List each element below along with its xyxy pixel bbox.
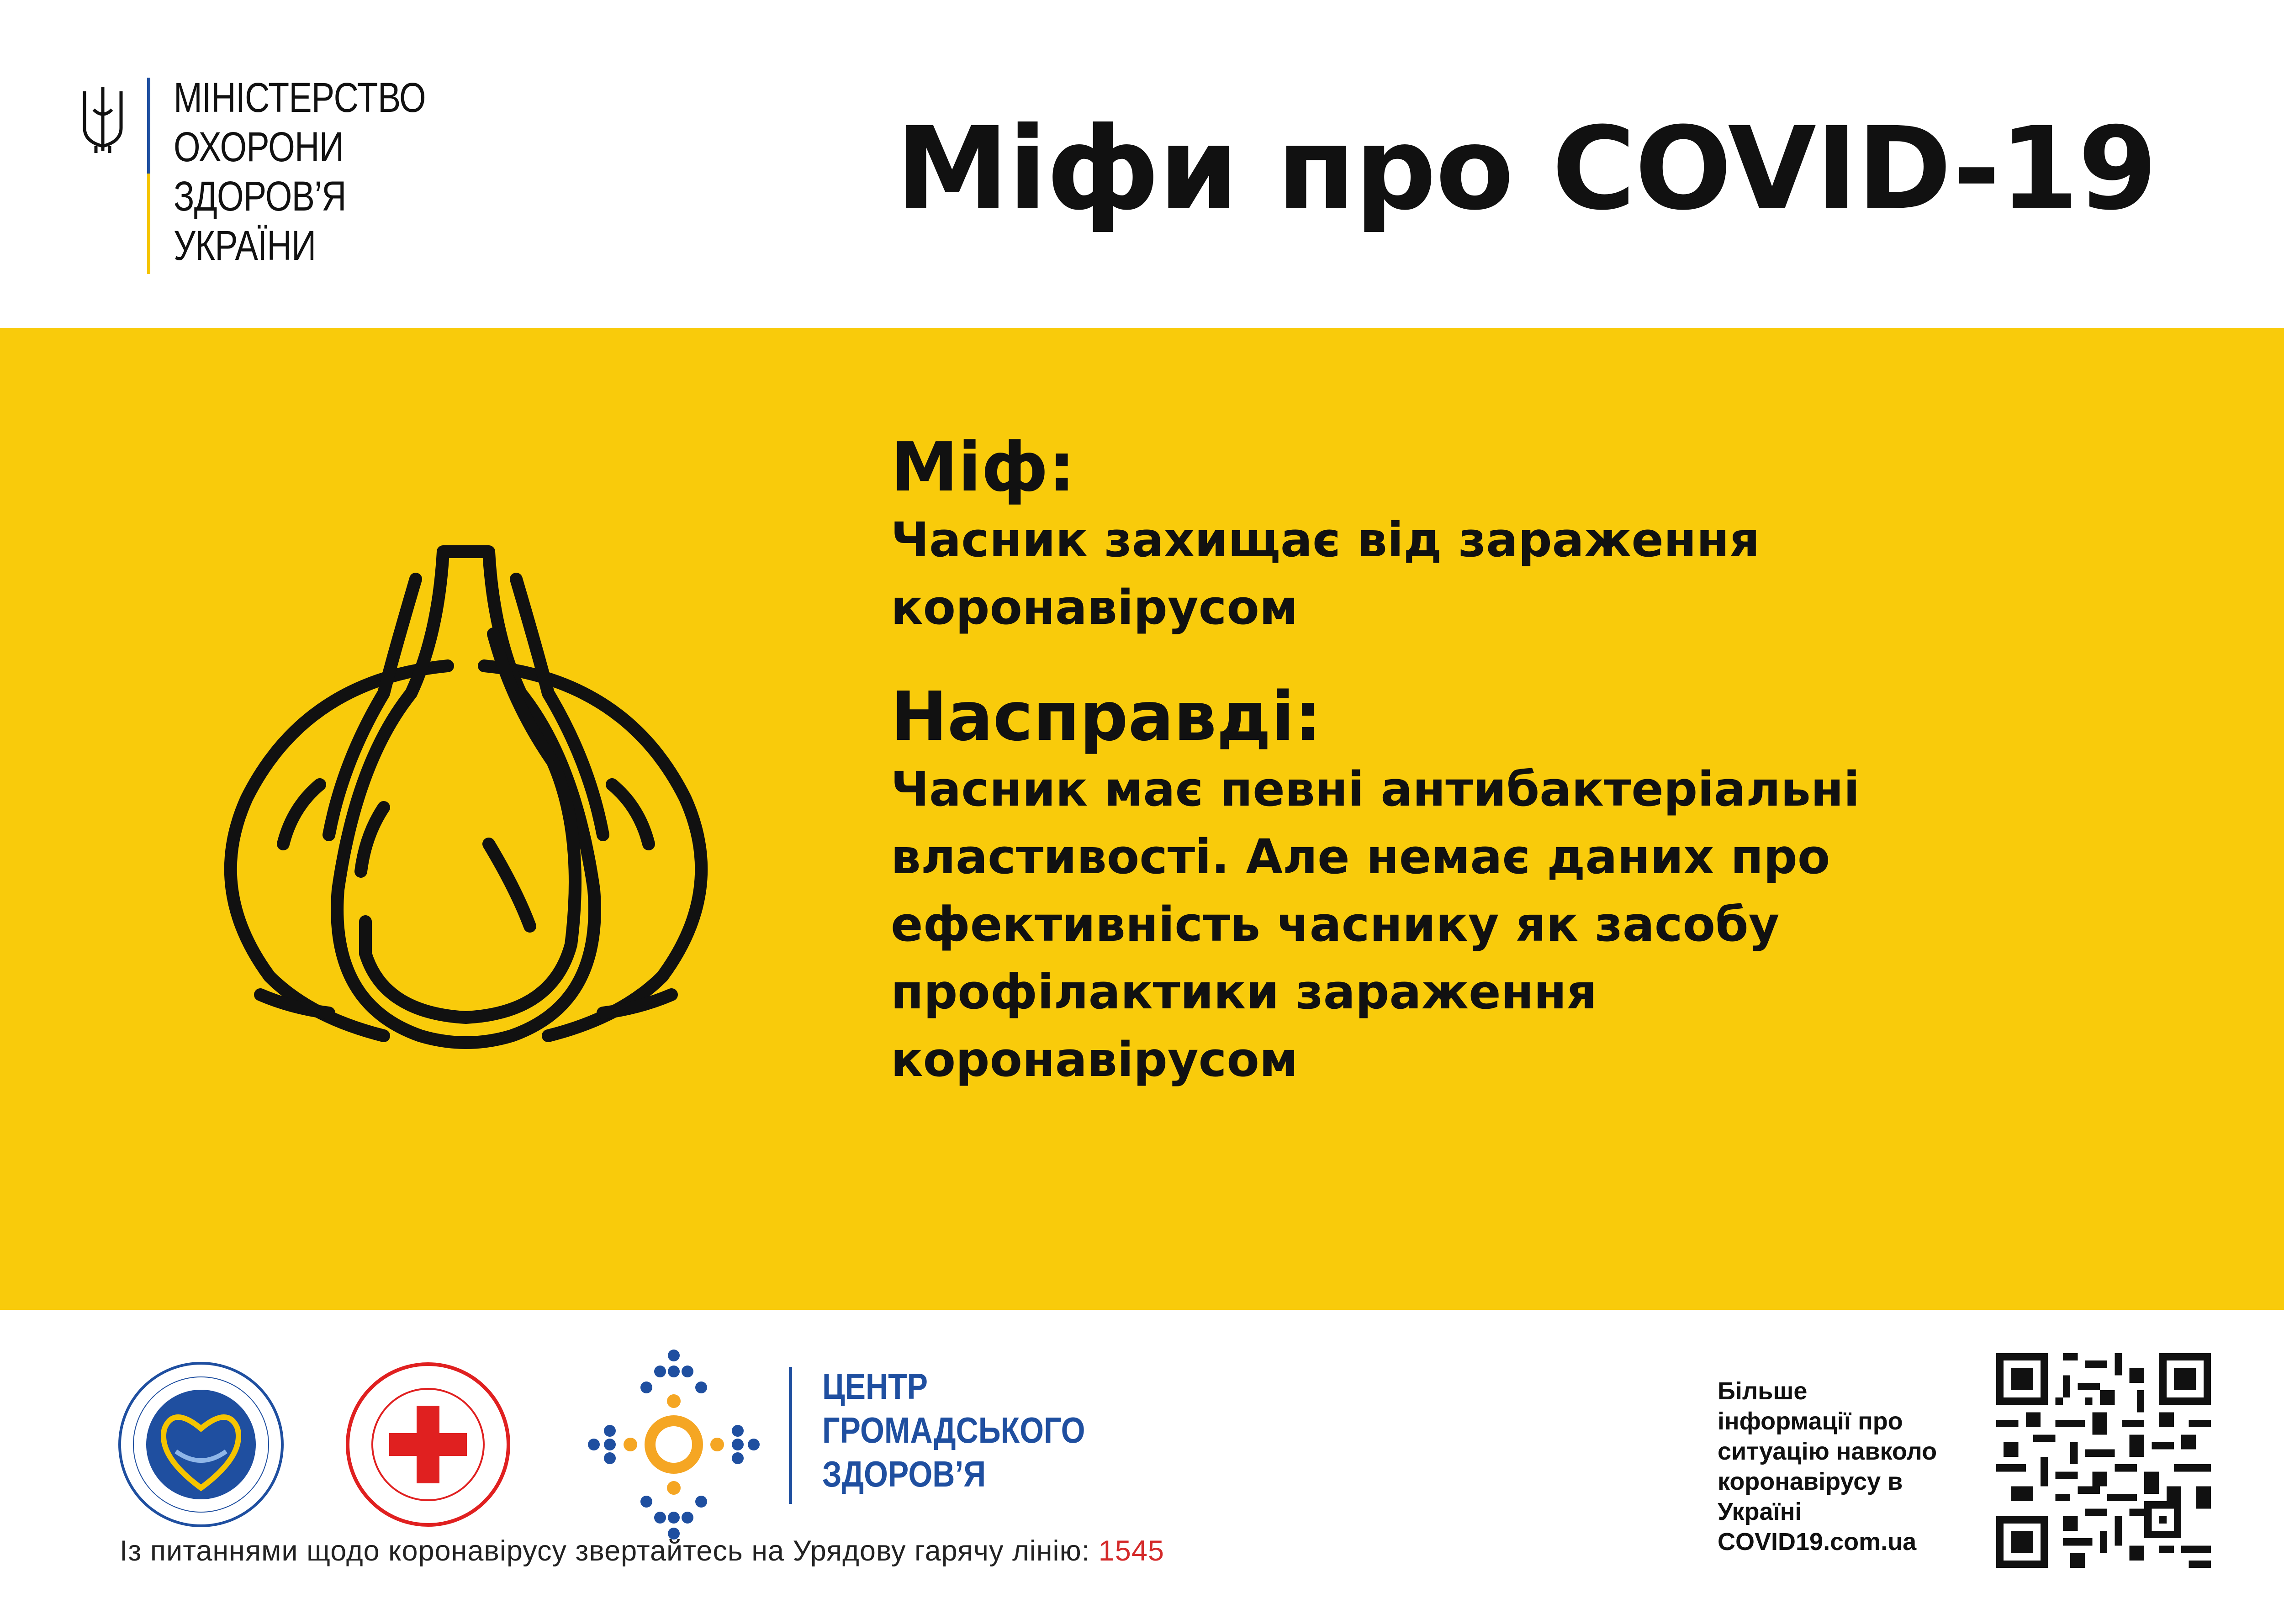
more-info-line: Більше (1718, 1377, 1808, 1405)
public-health-center-logo (585, 1346, 763, 1543)
ministry-divider-yellow (147, 174, 150, 274)
more-info-link[interactable]: COVID19.com.ua (1718, 1528, 1917, 1555)
more-info-line: коронавірусу в (1718, 1468, 1903, 1495)
more-info (1718, 1376, 1973, 1557)
phc-name (822, 1365, 1131, 1496)
qr-code[interactable] (1996, 1353, 2211, 1568)
more-info-line: інформації про (1718, 1408, 1903, 1435)
page-title: Міфи про COVID-19 (895, 102, 2157, 235)
footer (0, 1310, 2284, 1624)
hotline-notice (120, 1533, 1164, 1569)
volunteer-commissioner-logo (116, 1360, 286, 1529)
hotline-number[interactable]: 1545 (1098, 1535, 1164, 1567)
myth-text: Часник захищає від зараження коронавірусом (891, 512, 1760, 635)
trident-icon (78, 82, 128, 155)
ministry-line: ЗДОРОВ’Я (174, 173, 346, 220)
garlic-icon (192, 543, 740, 1104)
myth-label: Міф: (891, 428, 1076, 506)
more-info-line: ситуацію навколо (1718, 1438, 1937, 1465)
more-info-line: Україні (1718, 1498, 1802, 1525)
ministry-line: МІНІСТЕРСТВО (174, 74, 426, 121)
phc-line: ЗДОРОВ’Я (822, 1454, 986, 1494)
myth-panel (0, 328, 2284, 1310)
phc-line: ГРОМАДСЬКОГО (822, 1410, 1085, 1450)
phc-divider (789, 1367, 792, 1504)
fact-label: Насправді: (891, 677, 1322, 756)
myth-content (891, 428, 2215, 1093)
ministry-line: УКРАЇНИ (174, 222, 316, 269)
ministry-line: ОХОРОНИ (174, 124, 344, 170)
header (0, 0, 2284, 328)
ministry-divider-blue (147, 78, 150, 174)
ministry-name (174, 73, 448, 270)
phc-line: ЦЕНТР (822, 1366, 928, 1407)
fact-text: Часник має певні антибактеріальні властивості. Але немає даних про ефективність часнику як засобу профілактики зараження коронавірусом (891, 761, 1860, 1087)
red-cross-logo (344, 1360, 513, 1529)
hotline-text: Із питаннями щодо коронавірусу звертайтесь на Урядову гарячу лінію: (120, 1535, 1099, 1567)
